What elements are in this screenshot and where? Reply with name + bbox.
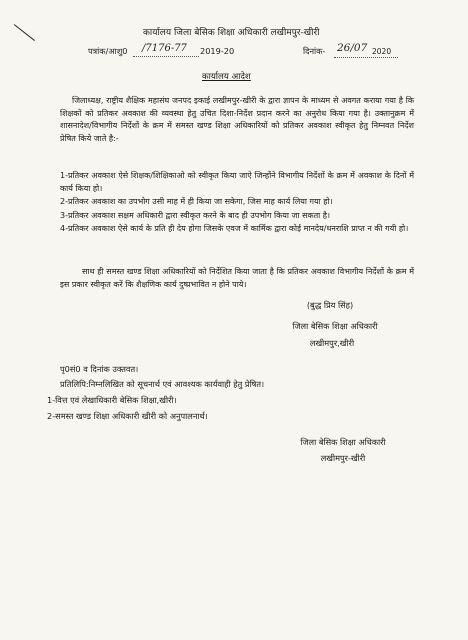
cc-intro: प्रतिलिपि:निम्नलिखित को सूचनार्थ एवं आवश्यक कार्यवाही हेतु प्रेषित।: [60, 379, 265, 389]
point-2: 2-प्रतिकर अवकाश का उपभोग उसी माह में ही किया जा सकेगा, जिस माह कार्य लिया गया हो।: [60, 197, 333, 206]
point-1: 1-प्रतिकर अवकाश ऐसे शिक्षक/शिक्षिकाओ को स्वीकृत किया जाऐ जिन्होंने विभागीय निर्देशों के क्रम में अवकाश के दिनों में कार्य किया हो।: [60, 171, 414, 193]
order-title: कार्यालय आदेश: [202, 72, 251, 82]
date-year: 2020: [372, 47, 392, 56]
point-4: 4-प्रतिकर अवकाश ऐसे कार्य के प्रति ही देय होगा जिसके एवज में कार्मिक द्वारा कोई मानदेय/धनराशि प्राप्त न की गयी हो।: [60, 224, 409, 233]
closing-paragraph: साथ ही समस्त खण्ड शिक्षा अधिकारियों को निर्देशित किया जाता है कि प्रतिकर अवकाश विभागीय निर्देशों के क्रम में इस प्रकार स्वीकृत करें कि शैक्षणिक कार्य दुष्प्रभावित न होने पाये।: [60, 267, 414, 289]
letter-number-label: पत्रांक/आशु0: [88, 46, 128, 56]
letter-number-value: /7176-77: [142, 43, 187, 54]
date-underline: [334, 57, 398, 58]
cc-item-2: 2-समस्त खण्ड शिक्षा अधिकारी खीरी को अनुपालनार्थ।: [47, 411, 208, 421]
session-year: 2019-20: [200, 46, 235, 56]
pen-stroke-mark: [14, 24, 35, 41]
cc-reference: पृ0सं0 व दिनांक उक्तवत।: [60, 364, 139, 374]
signatory-designation: जिला बेसिक शिक्षा अधिकारी: [292, 321, 378, 331]
point-3: 3-प्रतिकर अवकाश सक्षम अधिकारी द्वारा स्वीकृत करने के बाद ही उपभोग किया जा सकता है।: [60, 211, 331, 220]
date-value: 26/07: [337, 42, 368, 54]
office-title: कार्यालय जिला बेसिक शिक्षा अधिकारी लखीमपुर-खीरी: [143, 28, 320, 38]
cc-item-1: 1-वित्त एवं लेखाधिकारी बेसिक शिक्षा,खीरी।: [47, 395, 177, 405]
intro-paragraph: जिलाध्यक्ष, राष्ट्रीय शैक्षिक महासंघ जनपद इकाई लखीमपुर-खीरी के द्वारा ज्ञापन के माध्यम से अवगत कराया गया है कि शिक्षकों को प्रतिकर अवकाश की व्यवस्था हेतु उचित दिशा-निर्देश प्रदान करने का अनुरोध किया गया है। उक्तानुक्रम में शासनादेश/विभागीय निर्देशों के क्रम में समस्त खण्ड शिक्षा अधिकारियों को प्रतिकर अवकाश स्वीकृत हेतु निम्नवत निर्देश प्रेषित किये जाते है:-: [60, 96, 414, 143]
signatory-name: (बुद्ध प्रिय सिंह): [306, 300, 354, 310]
signatory2-designation: जिला बेसिक शिक्षा अधिकारी: [300, 437, 386, 447]
signatory-place: लखीमपुर,खीरी: [309, 338, 355, 348]
signatory2-place: लखीमपुर-खीरी: [320, 453, 366, 463]
letter-number-underline: [133, 56, 199, 57]
date-label: दिनांक-: [303, 46, 326, 56]
